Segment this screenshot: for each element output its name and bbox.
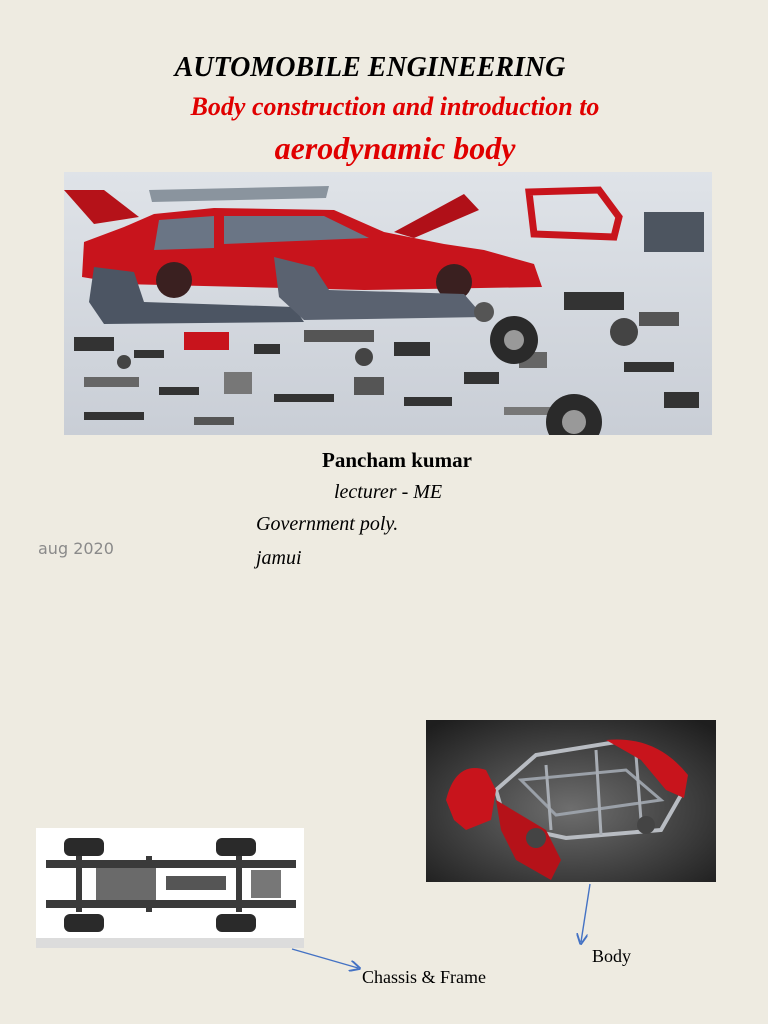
chassis-frame-photo <box>36 828 304 948</box>
subtitle-line-2: aerodynamic body <box>274 130 516 166</box>
author-name: Pancham kumar <box>322 448 472 472</box>
disassembled-car-photo <box>64 172 712 435</box>
subtitle-line-1: Body construction and introduction to <box>190 92 600 121</box>
body-label: Body <box>592 946 632 966</box>
author-role: lecturer - ME <box>334 481 443 503</box>
chassis-arrow <box>292 949 358 968</box>
chassis-frame-label: Chassis & Frame <box>362 967 486 987</box>
car-body-photo <box>426 720 716 882</box>
date-text: aug 2020 <box>38 539 114 558</box>
body-arrow <box>581 884 590 942</box>
author-organization: Government poly. <box>256 513 399 535</box>
author-city: jamui <box>256 547 302 569</box>
document-title: AUTOMOBILE ENGINEERING <box>174 52 566 83</box>
